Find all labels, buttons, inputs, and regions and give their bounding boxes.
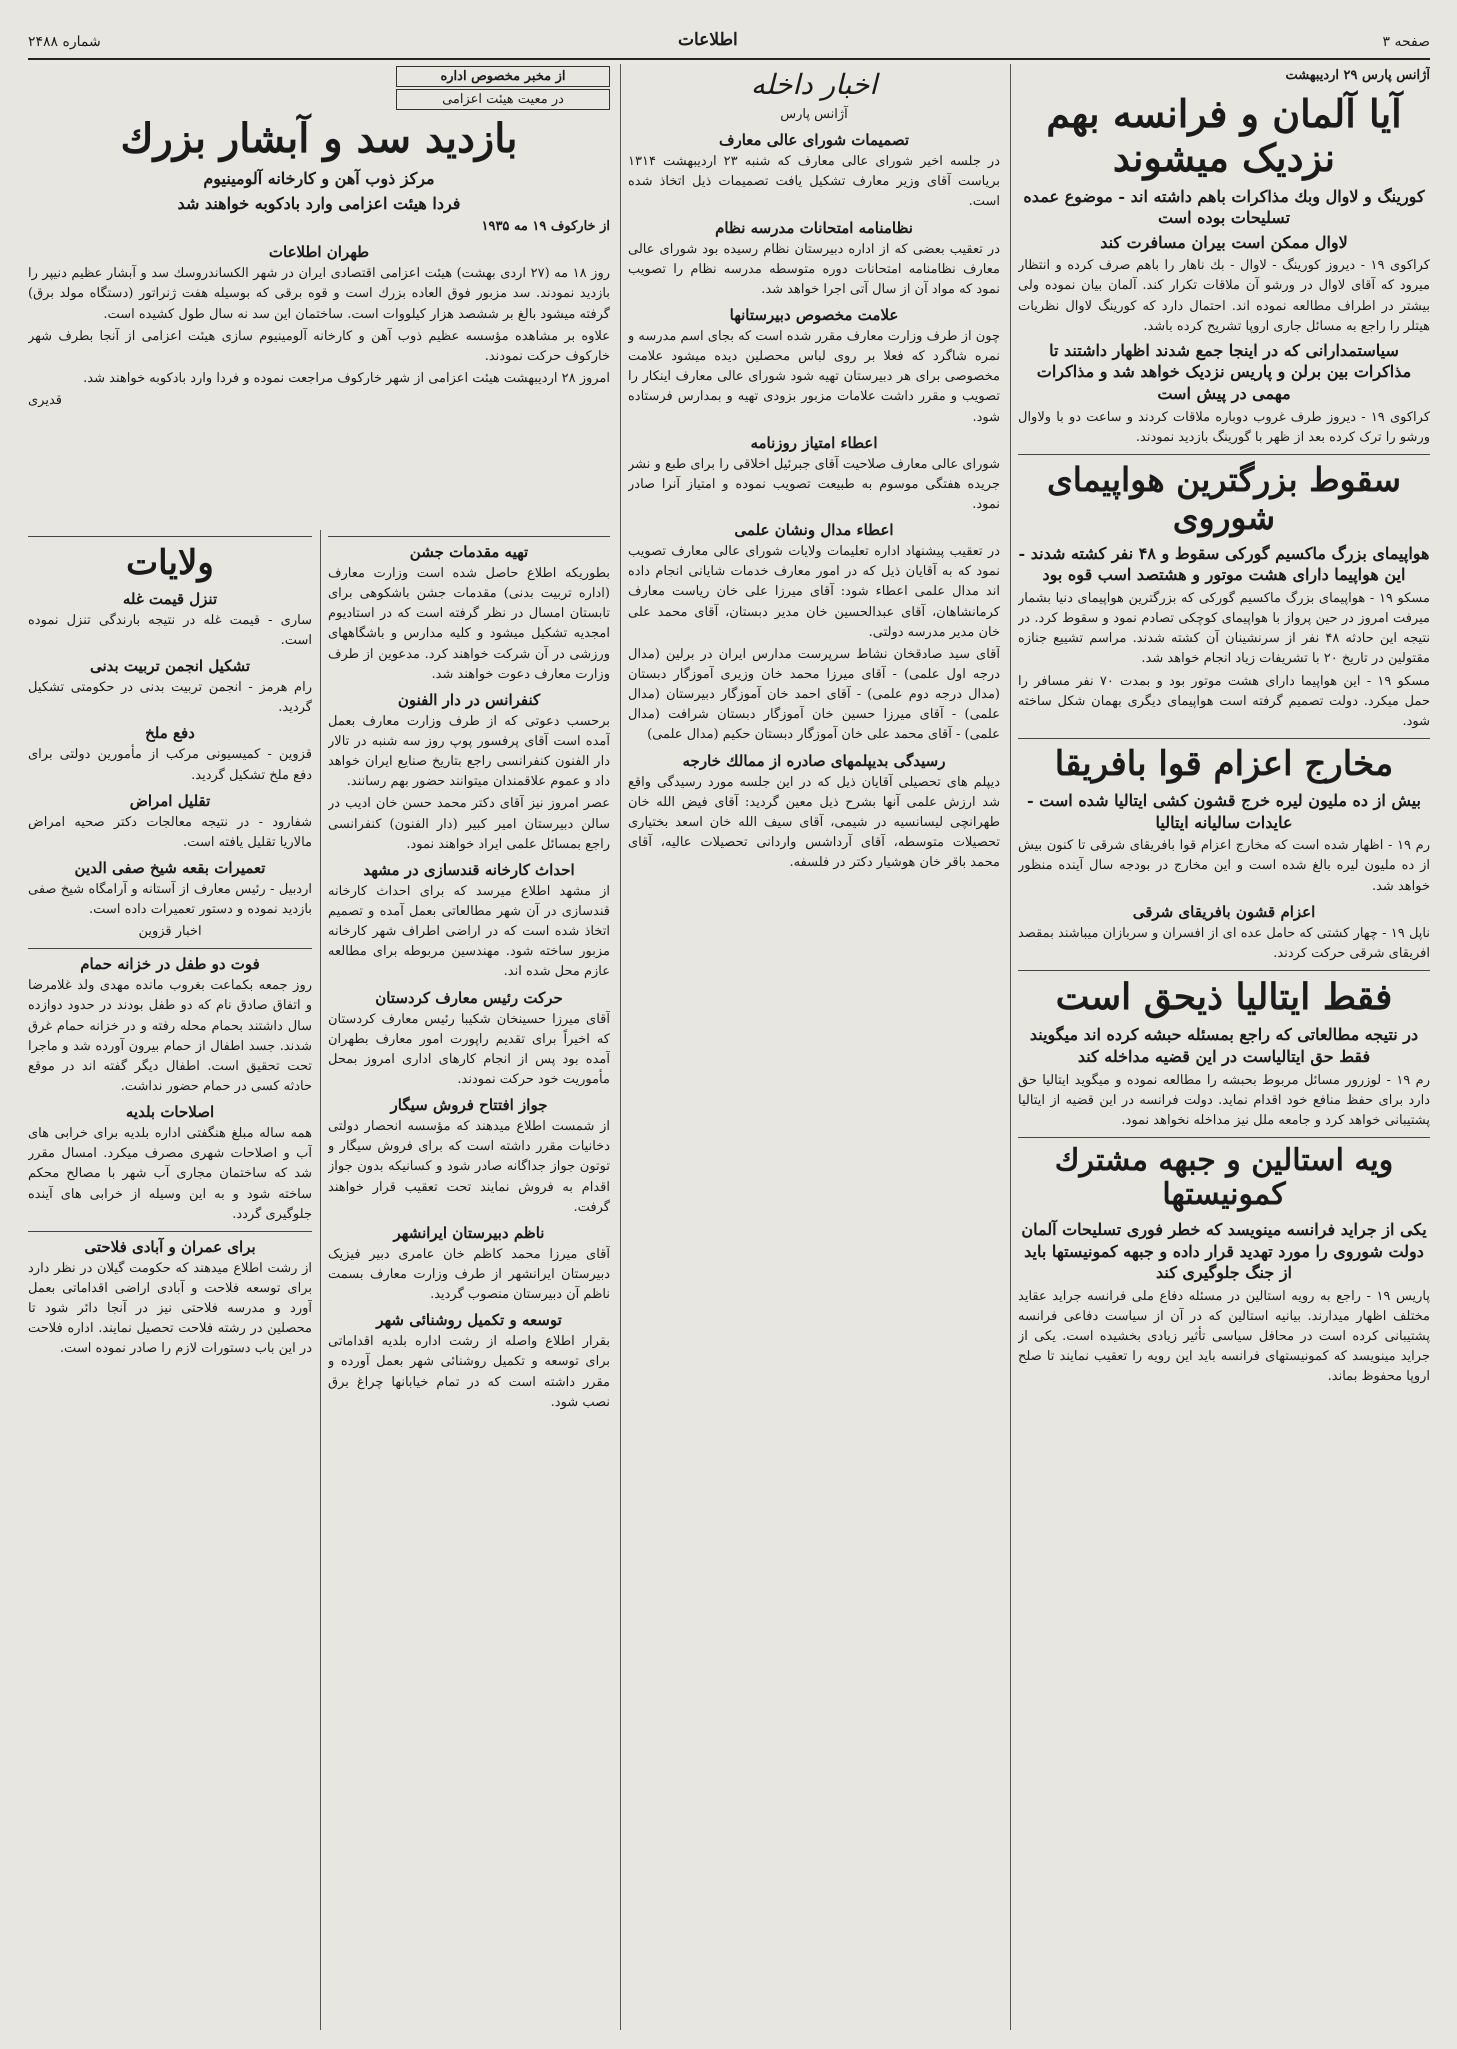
section-heading: احداث کارخانه قندسازی در مشهد xyxy=(363,860,575,879)
subhead: کورینگ و لاوال وبك مذاکرات باهم داشته اند - موضوع عمده تسلیحات بوده است xyxy=(1023,186,1425,228)
article-text: بطوریکه اطلاع حاصل شده است وزارت معارف (اداره تربیت بدنی) مقدمات جشن باشکوهی برای تابستان امسال در نظر گرفته است که در استادیوم امجدیه تشکیل میشود و کلیه مدارس و باشگاههای ورزشی در آن شرکت خواهند کرد. مدعوین از طرف وزارت معارف دعوت خواهند شد. xyxy=(328,566,610,682)
column-rule xyxy=(320,530,321,2030)
section-heading: جواز افتتاح فروش سیگار xyxy=(390,1096,548,1115)
section-heading: تقلیل امراض xyxy=(129,791,211,810)
headline-africa-costs: مخارج اعزام قوا بافریقا xyxy=(1054,743,1394,784)
bold-paragraph: سیاستمدارانی که در اینجا جمع شدند اظهار داشتند تا مذاکرات بین برلن و پاریس نزدیک خواهد شد و مذاکرات مهمی در پیش است xyxy=(1036,340,1412,404)
article-text: روز جمعه بکماعت بغروب مانده مهدی ولد غلامرضا و اتفاق صادق نام که دو طفل بودند در حدود دوازده سال داشتند بحمام محله رفته و در خزانه حمام غرق شدند. جسد اطفال از حمام بیرون آورده شد و ماجرا تحت تحقیق است. اطفال دیگر گفته اند در موقع حادثه کسی در حمام حضور نداشت. xyxy=(28,978,312,1095)
section-heading: تنزل قیمت غله xyxy=(122,589,218,608)
section-heading: حرکت رئیس معارف کردستان xyxy=(375,988,563,1007)
article-text: در تعقیب بعضی که از اداره دبیرستان نظام رسیده بود شورای عالی معارف نظامنامه امتحانات دوره متوسطه مدرسه نظام را تصویب نمود که مواد آن از سال آتی اجرا خواهد شد. xyxy=(628,241,1000,297)
subhead: یکی از جراید فرانسه مینویسد که خطر فوری تسلیحات آلمان دولت شوروی را مورد تهدید قرار داده و جبهه كمونیستها باید از جنگ جلوگیری کند xyxy=(1021,1219,1427,1283)
article-text: ساری - قیمت غله در نتیجه بارندگی تنزل نموده است. xyxy=(28,612,312,648)
subhead: فردا هیئت اعزامی وارد بادکوبه خواهند شد xyxy=(177,193,461,213)
header-rule xyxy=(28,58,1430,60)
article-text: برحسب دعوتی که از طرف وزارت معارف بعمل آمده است آقای پرفسور پوپ روز سه شنبه در تالار دار الفنون کنفرانسی راجع بتاریخ صنایع ایران خواهد داد و عموم علاقمندان میتوانند حضور بهم رسانند. xyxy=(328,713,610,790)
article-text: از مشهد اطلاع میرسد که برای احداث کارخانه قندسازی در آن شهر مطالعاتی بعمل آمده و تصمیم اتخاذ شده است که در اراضی اطراف شهر کارخانه مزبور ساخته شود. مهندسین مربوطه برای مطالعه عازم محل شده اند. xyxy=(328,883,610,980)
provinces-title: ولایات xyxy=(126,543,214,583)
article-text: امروز ۲۸ اردیبهشت هیئت اعزامی از شهر خارکوف مراجعت نموده و فردا وارد بادکوبه خواهند شد. xyxy=(83,371,610,387)
article-text: دیپلم های تحصیلی آقایان ذیل که در این جلسه مورد رسیدگی واقع شد ارزش علمی آنها بشرح ذیل معین گردید: آقای فیض الله خان طهرانچی لیسانسیه در شیمی، آقای سیف الله خان اسعد بختیاری تحصیلات متوسطه، آقای آرداشس واردانی تحصیلات عالیه، آقای محمد باقر خان هوشیار دکتر در فلسفه. xyxy=(628,774,1000,871)
column-foreign-news xyxy=(1018,64,1430,2030)
headline-germany-france: آیا آلمان و فرانسه بهم نزدیک میشوند xyxy=(1046,91,1402,180)
article-text: کراکوی ۱۹ - دیروز کورینگ - لاوال - بك ناهار را باهم صرف کرده و انتظار میرود که آقای لاوال در ورشو آن ملاقات تکرار کند. آلمان بیان نموده ولی بیشتر در اطراف مطالعه نموده اند. احتمال دارد که کورینگ لاوال نظریات هیتلر را راجع به مسائل جاری اروپا تشریح کرده باشد. xyxy=(1018,258,1430,334)
agency-line: آژانس پارس xyxy=(780,107,848,122)
section-heading: کنفرانس در دار الفنون xyxy=(397,690,541,709)
divider xyxy=(28,948,312,949)
newspaper-name: اطلاعات xyxy=(678,30,738,50)
divider xyxy=(28,536,312,537)
article-text: کراکوی ۱۹ - دیروز طرف غروب دوباره ملاقات کردند و ساعت دو با ولاوال ورشو را ترک کرده بعد از ظهر با گورینگ بازدید نمودند. xyxy=(1018,409,1430,445)
divider xyxy=(28,1231,312,1232)
agency-line: آژانس پارس ۲۹ اردیبهشت xyxy=(1285,68,1430,83)
column-rule xyxy=(620,64,621,2030)
section-heading: تهیه مقدمات جشن xyxy=(409,543,529,561)
article-text: آقای میرزا حسینخان شکیبا رئیس معارف کردستان که اخیراً برای تقدیم راپورت امور معارف بطهران آمده بود پس از انجام کارهای اداری امروز بمحل مأموریت خود حرکت نمودند. xyxy=(328,1011,610,1087)
section-heading: طهران اطلاعات xyxy=(268,243,370,262)
article-text: از شمست اطلاع میدهند که مؤسسه انحصار دولتی دخانیات مقرر داشته است که برای فروش سیگار و توتون جواز جداگانه صادر شود و کسانیکه بدون جواز اقدام به فروش نمایند تحت تعقیب قرار خواهند گرفت. xyxy=(328,1119,610,1215)
article-text: ناپل ۱۹ - چهار کشتی که حامل عده ای از افسران و سربازان میباشند بمقصد افریقای شرقی حرکت کردند. xyxy=(1018,925,1430,961)
divider xyxy=(1018,738,1430,739)
section-heading: فوت دو طفل در خزانه حمام xyxy=(80,955,260,974)
column-provinces xyxy=(28,530,312,2030)
section-heading: دفع ملخ xyxy=(145,724,195,743)
headline-dam-visit: بازدید سد و آبشار بزرك xyxy=(120,115,518,162)
section-heading: توسعه و تکمیل روشنائی شهر xyxy=(376,1311,562,1330)
article-text: مسکو ۱۹ - هواپیمای بزرگ ماکسیم گورکی که بزرگترین هواپیمای دنیا بشمار میرفت امروز در حین پرواز با هواپیمای کوچکی تصادم نمود و سقوط کرد. در نتیجه این حادثه ۴۸ نفر از سرنشینان آن کشته شدند. مراسم تشییع جنازه مقتولین در تاریخ ۲۰ با تشریفات زیاد انجام خواهد شد. xyxy=(1018,590,1430,667)
article-text: پاریس ۱۹ - راجع به رویه استالین در مسئله دفاع ملی فرانسه جراید عقاید مختلف اظهار میدارند. بیانیه استالین که در آن از سیاست دفاعی فرانسه پشتیبانی کرده است در محافل سیاسی تأثیر زیادی بخشیده است. یکی از جراید مینویسد که کمونیستهای فرانسه باید این رویه را تعقیب نمایند تا صلح اروپا محفوظ بماند. xyxy=(1018,1288,1430,1385)
subhead: هواپیمای بزرگ ماکسیم گورکی سقوط و ۴۸ نفر کشته شدند - این هواپیما دارای هشت موتور و هشتصد اسب قوه بود xyxy=(1018,543,1430,585)
section-heading: ناظم دبیرستان ایرانشهر xyxy=(393,1223,545,1242)
section-heading: نظامنامه امتحانات مدرسه نظام xyxy=(715,218,913,237)
article-text: از رشت اطلاع میدهند که حکومت گیلان در نظر دارد برای توسعه فلاحت و آبادی اراضی اقداماتی بعمل آورد و مدرسه فلاحتی نیز در آنجا دائر شود تا محصلین در رشته فلاحت تحصیل نمایند. اداره فلاحت در این باب دستورات لازم را صادر نموده است. xyxy=(28,1260,312,1357)
divider xyxy=(1018,454,1430,455)
column-special-news xyxy=(328,530,610,2030)
subhead: لاوال ممکن است بیران مسافرت کند xyxy=(1100,232,1348,252)
headline-italy: فقط ایتالیا ذیحق است xyxy=(1055,975,1393,1018)
page-header xyxy=(28,30,1430,56)
section-heading: اعطاء امتیاز روزنامه xyxy=(750,433,878,452)
section-heading: تصمیمات شورای عالی معارف xyxy=(718,131,910,150)
subhead: مرکز ذوب آهن و کارخانه آلومینیوم xyxy=(203,169,435,188)
section-heading: رسیدگی بدیپلمهای صادره از ممالك خارجه xyxy=(682,751,946,770)
article-text: اردبیل - رئیس معارف از آستانه و آرامگاه شیخ صفی بازدید نموده و دستور تعمیرات داده است. xyxy=(28,881,312,918)
section-heading: اعطاء مدال ونشان علمی xyxy=(734,521,894,540)
article-text: عصر امروز نیز آقای دکتر محمد حسن خان ادیب در سالن دبیرستان امیر کبیر (دار الفنون) کنفرانسی راجع بمسائل علمی ایراد خواهند نمود. xyxy=(328,796,610,852)
signature: قدیری xyxy=(28,393,63,409)
article-text: آقای میرزا محمد کاظم خان عامری دبیر فیزیک دبیرستان ایرانشهر از طرف وزارت معارف بسمت ناظم آن دبیرستان منصوب گردید. xyxy=(328,1246,610,1303)
column-domestic-news xyxy=(628,64,1000,2030)
section-heading: تعمیرات بقعه شیخ صفی الدین xyxy=(74,858,266,877)
article-text: روز ۱۸ مه (۲۷ اردی بهشت) هیئت اعزامی اقتصادی ایران در شهر الکساندروسك سد و آبشار عظیم دنیپر را بازدید نمودند. سد مزبور فوق العاده بزرك است و قوه برقی که بوسیله هفت ژنراتور (دستگاه مولد برق) گرفته میشود بالغ بر ششصد هزار کیلووات است. ساختمان این سد نه سال طول کشیده است. xyxy=(28,266,610,322)
divider xyxy=(328,536,610,537)
section-heading: اصلاحات بلدیه xyxy=(125,1103,215,1122)
subhead: در نتیجه مطالعاتی که راجع بمسئله حبشه کرده اند میگویند فقط حق ایتالیاست در این قضیه مداخله کند xyxy=(1029,1025,1419,1066)
article-text: رم ۱۹ - لوزرور مسائل مربوط بحبشه را مطالعه نموده و میگوید ایتالیا حق دارد برای حفظ منافع خود اقدام نماید. دولت فرانسه در این قضیه از ایتالیا پشتیبانی خواهد کرد و جامعه ملل نیز مداخله نخواهد نمود. xyxy=(1018,1072,1430,1128)
article-text: همه ساله مبلغ هنگفتی اداره بلدیه برای خرابی های آب و اصلاحات شهری مصرف میکرد. امسال مقرر شد که ساختمان مجاری آب شهر با مصالح محکم ساخته شود و به این وسیله از خرابی های آینده جلوگیری گردد. xyxy=(28,1126,312,1222)
page-label: صفحه ۳ xyxy=(1382,34,1430,50)
dateline: از خارکوف ۱۹ مه ۱۹۳۵ xyxy=(481,219,610,235)
article-text: علاوه بر مشاهده مؤسسه عظیم ذوب آهن و کارخانه آلومینیوم سازی هیئت اعزامی از آنجا بطرف شهر خارکوف حرکت نمودند. xyxy=(28,328,610,364)
correspondent-box: در معیت هیئت اعزامی xyxy=(396,89,610,110)
article-text: آقای سید صادقخان نشاط سرپرست مدارس ایران در برلین (مدال درجه اول علمی) - آقای میرزا محمد خان وزیری آموزگار دبستان (مدال درجه دوم علمی) - آقای احمد خان آموزگار دبیرستان (مدال علمی) - آقای میرزا حسین خان آموزگار دبستان شرافت (مدال علمی) - آقای محمد علی خان آموزگار دبستان حکیم (مدال علمی) xyxy=(628,646,1000,743)
newspaper-page xyxy=(28,30,1430,2030)
column-special-report xyxy=(28,64,610,519)
issue-number: شماره ۲۴۸۸ xyxy=(28,34,101,50)
article-text: رام هرمز - انجمن تربیت بدنی در حکومتی تشکیل گردید. xyxy=(28,680,312,716)
correspondent-box: از مخبر مخصوص اداره xyxy=(396,66,610,87)
divider xyxy=(1018,970,1430,971)
article-text: بقرار اطلاع واصله از رشت اداره بلدیه اقداماتی برای توسعه و تکمیل روشنائی شهر بعمل آورده و مقرر داشته است که در تمام خیابانها چراغ برق نصب شود. xyxy=(328,1334,610,1410)
article-text: شورای عالی معارف صلاحیت آقای جبرئیل اخلاقی را برای طبع و نشر جریده هفتگی موسوم به طبیعت تصویب نموده و امتیاز آنرا صادر نمود. xyxy=(628,456,1000,512)
section-heading: اعزام قشون بافریقای شرقی xyxy=(1132,902,1316,921)
article-text: در تعقیب پیشنهاد اداره تعلیمات ولایات شورای عالی معارف تصویب نمود که به آقایان ذیل که در امور معارف خدمات شایانی انجام داده اند مدال علمی اعطاء شود: آقای میرزا علی خان ریاست معارف کرمانشاهان، آقای عبدالحسین خان مدیر دبستان، آقای محمد علی خان مدیر مدرسه دولتی. xyxy=(628,544,1000,640)
article-text: اخبار قزوین xyxy=(138,924,202,940)
headline-plane-crash: سقوط بزرگترین هواپیمای شوروی xyxy=(1046,459,1402,537)
subhead: بیش از ده ملیون لیره خرج قشون کشی ایتالیا شده است - عایدات سالیانه ایتالیا xyxy=(1026,791,1422,832)
headline-stalin: ویه استالین و جبهه مشترك كمونیستها xyxy=(1054,1142,1394,1213)
article-text: شفارود - در نتیجه معالجات دکتر صحیه امراض مالاریا تقلیل یافته است. xyxy=(28,814,312,850)
column-rule xyxy=(1010,64,1011,2030)
article-text: در جلسه اخیر شورای عالی معارف که شنبه ۲۳ اردیبهشت ۱۳۱۴ بریاست آقای وزیر معارف تشکیل یافت تصمیمات ذیل اتخاذ شده است. xyxy=(628,154,1000,210)
domestic-news-title: اخبار داخله xyxy=(750,68,878,101)
article-text: مسکو ۱۹ - این هواپیما دارای هشت موتور بود و بمدت ۷۰ نفر مسافر را حمل میکرد. دولت تصمیم گرفته است هواپیمای دیگری بهمان شکل ساخته شود. xyxy=(1018,673,1430,729)
section-heading: علامت مخصوص دبیرستانها xyxy=(729,305,899,324)
article-text: قزوین - کمیسیونی مرکب از مأمورین دولتی برای دفع ملخ تشکیل گردید. xyxy=(28,747,312,783)
article-text: رم ۱۹ - اظهار شده است که مخارج اعزام قوا بافریقای شرقی تا کنون بیش از ده ملیون لیره بالغ شده است و این مخارج در بودجه سال آینده منظور خواهد شد. xyxy=(1018,838,1430,894)
divider xyxy=(1018,1137,1430,1138)
section-heading: تشکیل انجمن تربیت بدنی xyxy=(89,657,251,676)
section-heading: برای عمران و آبادی فلاحتی xyxy=(84,1237,256,1256)
article-text: چون از طرف وزارت معارف مقرر شده است که بجای اسم مدرسه و نمره شاگرد که فعلا بر روی لباس محصلین دیده میشود علامت مخصوصی برای هر دبیرستان تهیه شود شورای عالی معارف اینکار را تصویب و مقرر داشت علامات مزبور بزودی تهیه و بمدارس فرستاده شود. xyxy=(628,328,1000,425)
